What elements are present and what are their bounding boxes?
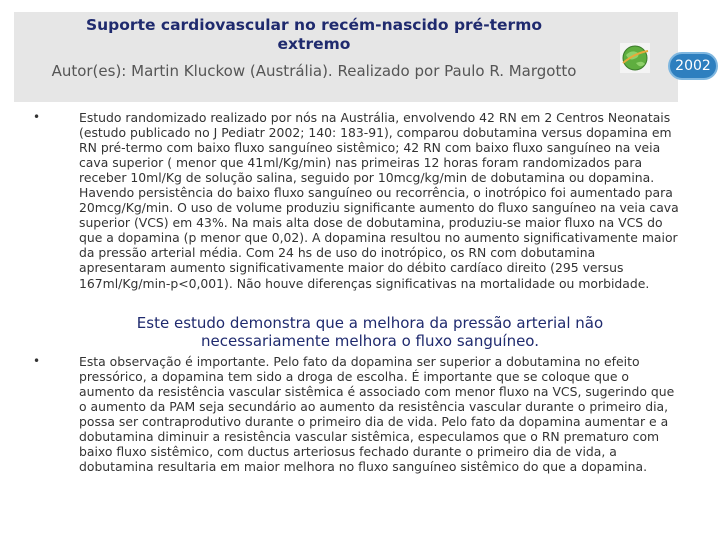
authors-line: Autor(es): Martin Kluckow (Austrália). Realizado por Paulo R. Margotto <box>51 62 577 80</box>
highlight-conclusion: Este estudo demonstra que a melhora da pressão arterial não necessariamente melhora o fluxo sanguíneo. <box>136 314 604 350</box>
paragraph-study: Estudo randomizado realizado por nós na Austrália, envolvendo 42 RN em 2 Centros Neonatais (estudo publicado no J Pediatr 2002; 140: 183-91), comparou dobutamina versus dopamina em RN pré-termo com baixo fluxo sanguíneo sistêmico; 42 RN com baixo fluxo sanguíneo na veia cava superior ( menor que 41ml/Kg/min) nas primeiras 12 horas foram randomizados para receber 10ml/Kg de solução salina, seguido por 10mcg/kg/min de dobutamina ou dopamina. Havendo persistência do baixo fluxo sanguíneo ou recorrência, o inotrópico foi aumentado para 20mcg/Kg/min. O uso de volume produziu significante aumento do fluxo sanguíneo na veia cava superior (VCS) em 43%. Na mais alta dose de dobutamina, produziu-se maior fluxo na VCS do que a dopamina (p menor que 0,02). A dopamina resultou no aumento significativamente maior da pressão arterial média. Com 24 hs de uso do inotrópico, os RN com dobutamina apresentaram aumento significativamente maior do débito cardíaco direito (295 versus 167ml/Kg/min-p<0,001). Não houve diferenças significativas na mortalidade ou morbidade. <box>79 110 679 291</box>
header-box <box>14 12 678 102</box>
globe-icon <box>620 43 650 73</box>
year-badge: 2002 <box>668 52 718 80</box>
page-title: Suporte cardiovascular no recém-nascido pré-termo extremo <box>85 16 542 53</box>
bullet-1: • <box>33 110 41 124</box>
paragraph-observation: Esta observação é importante. Pelo fato da dopamina ser superior a dobutamina no efeito pressórico, a dopamina tem sido a droga de escolha. É importante que se coloque que o aumento da resistência vascular sistêmica é associado com menor fluxo na VCS, sugerindo que o aumento da PAM seja secundário ao aumento da resistência vascular durante o primeiro dia, possa ser contraprodutivo durante o primeiro dia de vida. Pelo fato da dopamina aumentar e a dobutamina diminuir a resistência vascular sistêmica, especulamos que o RN prematuro com baixo fluxo sistêmico, com ductus arteriosus fechado durante o primeiro dia de vida, a dobutamina resultaria em maior melhora no fluxo sanguíneo sistêmico do que a dopamina. <box>79 354 675 475</box>
bullet-2: • <box>33 354 41 368</box>
